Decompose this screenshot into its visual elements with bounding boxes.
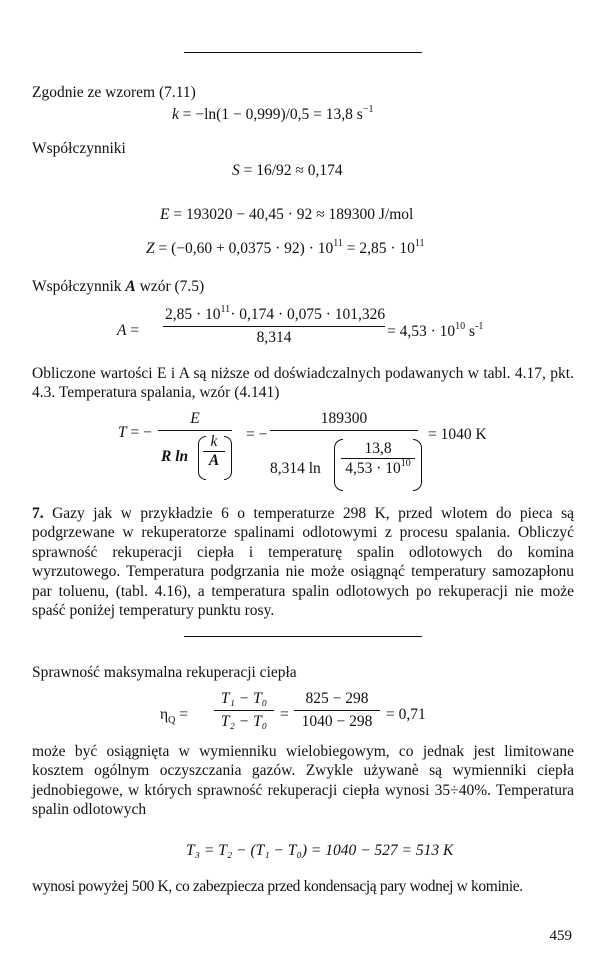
equation-A-result: = $4,53 \cdot 10^{10}$ $s^{-1}$ <box>387 321 484 340</box>
equation-T-den1: R ln <box>161 448 189 465</box>
k-over-A: k A <box>203 434 225 469</box>
equation-eta-fraction-2: 825 − 298 1040 − 298 <box>294 690 380 731</box>
equation-eta-eq: = <box>280 706 289 723</box>
intro-text: Zgodnie ze wzorem (7.11) <box>32 84 196 101</box>
equation-T-fraction-2: 189300 <box>270 410 418 433</box>
coefficients-heading: Współczynniki <box>32 140 126 157</box>
equation-eta-fraction-1: T₁ − T₀ T₂ − T₀ <box>214 690 274 731</box>
computed-values-paragraph: Obliczone wartości E i A są niższe od doświadczalnych podawanych w tabl. 4.17, pkt. 4.3. Temperatura spalania, wzór (4.141) <box>32 365 574 402</box>
problem-7-paragraph: 7. Gazy jak w przykładzie 6 o temperaturze 298 K, przed wlotem do pieca są podgrzewane w rekuperatorze spalinami odlotowymi z procesu spalania. Obliczyć sprawność rekuperacji ciepła i temperaturę spalin odlotowych do komina wyrzutowego. Temperatura podgrzania nie może osiągnąć temperatury samozapłonu par toluenu, (tabl. 4.16), a temperatura spalin odlotowych po rekuperacji nie może spaść poniżej temperatury punktu rosy. <box>32 505 574 620</box>
equation-eta-lhs: $\eta_Q$ = <box>160 706 188 726</box>
page-number: 459 <box>549 928 572 944</box>
paren-right-1 <box>224 436 232 480</box>
equation-T-eq2: = − <box>246 426 268 443</box>
equation-eta-result: = 0,71 <box>386 706 426 723</box>
equation-T3: T₃ = T₂ − (T₁ − T₀) = 1040 − 527 = 513 K <box>186 842 454 859</box>
equation-T-result: = 1040 K <box>428 426 487 443</box>
final-sentence: wynosi powyżej 500 K, co zabezpiecza przed kondensacją pary wodnej w kominie. <box>32 878 523 895</box>
equation-T-lhs: T = − <box>118 424 152 441</box>
equation-A-lhs: A = <box>117 322 140 339</box>
recuperation-paragraph: może być osiągnięta w wymienniku wielobiegowym, co jednak jest limitowane kosztem ogólnym oczyszczania gazów. Zwykle używanè są wymienniki ciepła jednobiegowe, w których sprawność rekuperacji ciepła wynosi 35÷40%. Temperatura spalin odlotowych <box>32 743 574 819</box>
equation-S: S = 16/92 ≈ 0,174 <box>232 162 343 179</box>
coefficient-A-heading: Współczynnik A wzór (7.5) <box>32 278 205 295</box>
top-rule <box>184 52 422 53</box>
equation-T-fraction-1: E <box>158 410 232 433</box>
middle-rule <box>184 636 422 637</box>
efficiency-heading: Sprawność maksymalna rekuperacji ciepła <box>32 664 297 681</box>
equation-k: k = −ln(1 − 0,999)/0,5 = 13,8 $s^{-1}$ <box>172 104 374 123</box>
equation-T-den2: 8,314 ln <box>270 460 321 477</box>
equation-E: E = 193020 − 40,45 · 92 ≈ 189300 J/mol <box>160 206 414 223</box>
paren-right-2 <box>413 439 422 491</box>
inner-fraction: 13,8 $4,53 \cdot 10^{10}$ <box>341 440 415 477</box>
equation-Z: $Z = (-0,60 + 0,0375 \cdot 92) \cdot 10^{11} = 2,85 \cdot 10^{11}$ <box>146 238 425 257</box>
equation-A-fraction: $2,85 \cdot 10^{11}\cdot 0,174 \cdot 0,075 \cdot 101,326$ 8,314 <box>165 304 386 346</box>
